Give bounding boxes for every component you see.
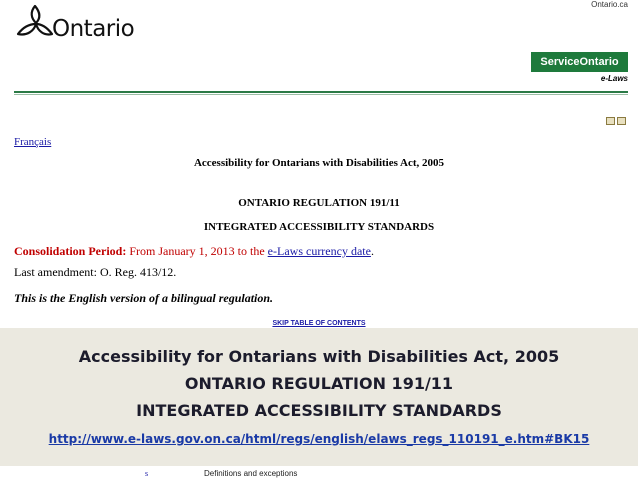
ontario-logo[interactable] <box>14 2 138 44</box>
regulation-title: ONTARIO REGULATION 191/11 <box>238 197 400 209</box>
act-title: Accessibility for Ontarians with Disabilities Act, 2005 <box>193 157 445 169</box>
logo-wordmark: Ontario <box>52 16 135 42</box>
ontario-ca-link[interactable]: Ontario.ca <box>591 0 628 9</box>
consolidation-text: From January 1, 2013 to the <box>126 244 268 258</box>
standards-title: INTEGRATED ACCESSIBILITY STANDARDS <box>203 221 435 233</box>
toolbar <box>604 112 628 121</box>
consolidation-end: . <box>370 244 374 258</box>
overlay-act-title: Accessibility for Ontarians with Disabilities Act, 2005 <box>78 347 560 366</box>
consolidation-period <box>14 244 374 259</box>
toc-section-title: Definitions and exceptions <box>204 469 298 478</box>
skip-toc-link[interactable]: SKIP TABLE OF CONTENTS <box>272 320 366 327</box>
language-link[interactable]: Français <box>14 136 52 148</box>
currency-date-link[interactable]: e-Laws currency date <box>267 244 371 258</box>
overlay-standards-title: INTEGRATED ACCESSIBILITY STANDARDS <box>136 401 502 420</box>
consolidation-label: Consolidation Period: <box>14 244 127 258</box>
last-amendment: Last amendment: O. Reg. 413/12. <box>14 265 177 279</box>
header-divider-secondary <box>14 94 628 95</box>
elaws-label[interactable]: e-Laws <box>600 74 628 83</box>
overlay-regulation-title: ONTARIO REGULATION 191/11 <box>184 374 454 393</box>
english-version-note: This is the English version of a bilingual regulation. <box>14 291 274 305</box>
overlay-url-link[interactable]: http://www.e-laws.gov.on.ca/html/regs/english/elaws_regs_110191_e.htm#BK15 <box>48 432 590 446</box>
serviceontario-badge[interactable]: ServiceOntario <box>531 52 628 72</box>
toc-section-number[interactable]: s <box>145 469 149 478</box>
print-icon[interactable] <box>606 117 615 125</box>
font-size-icon[interactable] <box>617 117 626 125</box>
header-divider <box>14 91 628 93</box>
